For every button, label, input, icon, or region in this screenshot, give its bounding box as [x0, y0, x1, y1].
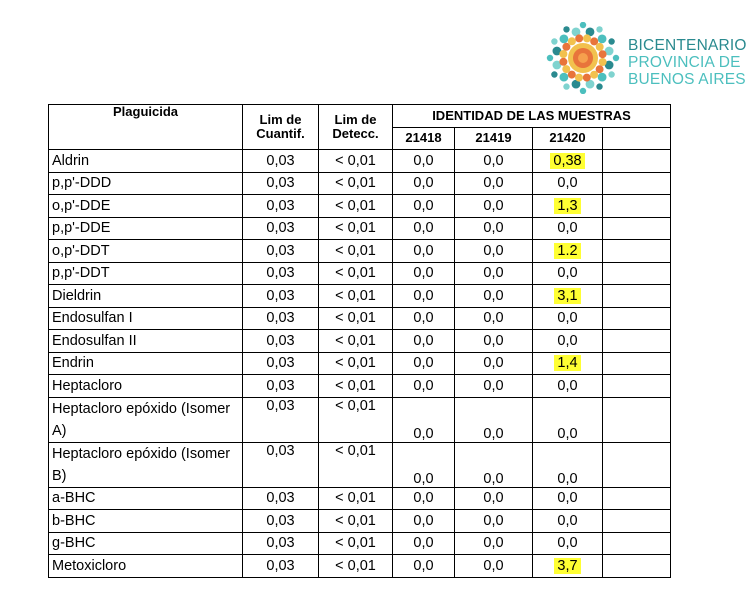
table-row	[49, 375, 671, 398]
table-row	[49, 217, 671, 240]
lim-cuantif-value: 0,03	[243, 330, 319, 353]
sample-21419-value: 0,0	[455, 195, 533, 218]
bicentenario-logo	[544, 22, 747, 94]
lim-cuantif-value: 0,03	[243, 352, 319, 375]
empty-cell	[603, 510, 671, 533]
sample-21418-value: 0,0	[393, 285, 455, 308]
lim-cuantif-value: 0,03	[243, 262, 319, 285]
sample-21420-value: 0,0	[533, 397, 603, 442]
logo-line-bicentenario: BICENTENARIO	[628, 37, 747, 54]
lim-detecc-value: < 0,01	[319, 487, 393, 510]
table-row	[49, 442, 671, 487]
sample-21419-value: 0,0	[455, 510, 533, 533]
pesticide-name: Heptacloro	[49, 375, 243, 398]
pesticide-name: b-BHC	[49, 510, 243, 533]
sample-21420-value: 0,0	[533, 375, 603, 398]
table-row	[49, 532, 671, 555]
sample-21418-value: 0,0	[393, 217, 455, 240]
lim-cuantif-value: 0,03	[243, 397, 319, 442]
pesticide-table	[48, 104, 671, 578]
pesticide-name: Endrin	[49, 352, 243, 375]
sample-21418-value: 0,0	[393, 510, 455, 533]
empty-cell	[603, 352, 671, 375]
empty-cell	[603, 172, 671, 195]
sample-21418-value: 0,0	[393, 195, 455, 218]
pesticide-name: Metoxicloro	[49, 555, 243, 578]
table-body	[49, 150, 671, 578]
header-lim-cuantif	[243, 105, 319, 150]
sample-21420-value: 0,0	[533, 532, 603, 555]
header-lim-cuantif-line1: Lim de	[259, 112, 302, 127]
sample-21420-value	[533, 150, 603, 173]
table-row	[49, 510, 671, 533]
sample-21419-value: 0,0	[455, 285, 533, 308]
sample-21419-value: 0,0	[455, 555, 533, 578]
empty-cell	[603, 397, 671, 442]
lim-cuantif-value: 0,03	[243, 307, 319, 330]
empty-cell	[603, 532, 671, 555]
sample-21418-value: 0,0	[393, 240, 455, 263]
lim-detecc-value: < 0,01	[319, 352, 393, 375]
highlighted-value: 3,1	[554, 288, 580, 304]
sample-21418-value: 0,0	[393, 555, 455, 578]
lim-detecc-value: < 0,01	[319, 532, 393, 555]
lim-cuantif-value: 0,03	[243, 172, 319, 195]
sample-21419-value: 0,0	[455, 262, 533, 285]
sample-21420-value	[533, 555, 603, 578]
lim-cuantif-value: 0,03	[243, 532, 319, 555]
empty-cell	[603, 195, 671, 218]
sample-21420-value: 0,0	[533, 510, 603, 533]
sample-21418-value: 0,0	[393, 397, 455, 442]
pesticide-name: Dieldrin	[49, 285, 243, 308]
header-lim-detecc	[319, 105, 393, 150]
highlighted-value: 3,7	[554, 558, 580, 574]
header-sample-21418: 21418	[393, 127, 455, 150]
empty-cell	[603, 307, 671, 330]
sample-21418-value: 0,0	[393, 442, 455, 487]
empty-cell	[603, 285, 671, 308]
lim-detecc-value: < 0,01	[319, 217, 393, 240]
sample-21418-value: 0,0	[393, 532, 455, 555]
lim-detecc-value: < 0,01	[319, 150, 393, 173]
header-lim-cuantif-line2: Cuantif.	[256, 126, 305, 141]
sample-21420-value: 0,0	[533, 442, 603, 487]
empty-cell	[603, 375, 671, 398]
lim-detecc-value: < 0,01	[319, 555, 393, 578]
sample-21420-value	[533, 352, 603, 375]
sample-21420-value: 0,0	[533, 172, 603, 195]
table-row	[49, 307, 671, 330]
lim-detecc-value: < 0,01	[319, 375, 393, 398]
lim-detecc-value: < 0,01	[319, 330, 393, 353]
pesticide-name: p,p'-DDT	[49, 262, 243, 285]
sample-21420-value: 0,0	[533, 262, 603, 285]
logo-line-provincia: PROVINCIA DE	[628, 54, 741, 71]
table-row	[49, 195, 671, 218]
sample-21420-value: 0,0	[533, 330, 603, 353]
pesticide-name: p,p'-DDE	[49, 217, 243, 240]
table-row	[49, 487, 671, 510]
sample-21419-value: 0,0	[455, 240, 533, 263]
lim-detecc-value: < 0,01	[319, 195, 393, 218]
sample-21420-value	[533, 195, 603, 218]
empty-cell	[603, 262, 671, 285]
lim-cuantif-value: 0,03	[243, 442, 319, 487]
sample-21420-value: 0,0	[533, 487, 603, 510]
lim-cuantif-value: 0,03	[243, 375, 319, 398]
header-lim-detecc-line2: Detecc.	[332, 126, 379, 141]
lim-cuantif-value: 0,03	[243, 240, 319, 263]
header-empty	[603, 127, 671, 150]
table-row	[49, 150, 671, 173]
sample-21420-value	[533, 285, 603, 308]
sample-21420-value	[533, 240, 603, 263]
pesticide-name: Heptacloro epóxido (Isomer B)	[49, 442, 243, 487]
lim-detecc-value: < 0,01	[319, 285, 393, 308]
pesticide-name: o,p'-DDT	[49, 240, 243, 263]
sample-21418-value: 0,0	[393, 307, 455, 330]
header-identidad: IDENTIDAD DE LAS MUESTRAS	[393, 105, 671, 128]
sample-21419-value: 0,0	[455, 375, 533, 398]
highlighted-value: 0,38	[550, 153, 584, 169]
lim-detecc-value: < 0,01	[319, 172, 393, 195]
empty-cell	[603, 240, 671, 263]
lim-detecc-value: < 0,01	[319, 442, 393, 487]
lim-cuantif-value: 0,03	[243, 510, 319, 533]
sample-21418-value: 0,0	[393, 352, 455, 375]
sample-21419-value: 0,0	[455, 307, 533, 330]
lim-detecc-value: < 0,01	[319, 397, 393, 442]
lim-detecc-value: < 0,01	[319, 510, 393, 533]
sample-21419-value: 0,0	[455, 487, 533, 510]
pesticide-name: Endosulfan I	[49, 307, 243, 330]
lim-cuantif-value: 0,03	[243, 195, 319, 218]
lim-detecc-value: < 0,01	[319, 307, 393, 330]
logo-text	[628, 37, 747, 88]
lim-cuantif-value: 0,03	[243, 217, 319, 240]
sun-flower-icon	[544, 22, 622, 94]
sample-21418-value: 0,0	[393, 375, 455, 398]
table-row	[49, 330, 671, 353]
table-row	[49, 397, 671, 442]
header-plaguicida: Plaguicida	[49, 105, 243, 150]
table-row	[49, 555, 671, 578]
empty-cell	[603, 555, 671, 578]
pesticide-name: Endosulfan II	[49, 330, 243, 353]
lim-cuantif-value: 0,03	[243, 285, 319, 308]
sample-21419-value: 0,0	[455, 442, 533, 487]
sample-21419-value: 0,0	[455, 397, 533, 442]
sample-21418-value: 0,0	[393, 487, 455, 510]
empty-cell	[603, 150, 671, 173]
sample-21419-value: 0,0	[455, 150, 533, 173]
lim-cuantif-value: 0,03	[243, 150, 319, 173]
table-row	[49, 285, 671, 308]
sample-21420-value: 0,0	[533, 217, 603, 240]
lim-cuantif-value: 0,03	[243, 487, 319, 510]
highlighted-value: 1,4	[554, 355, 580, 371]
pesticide-name: Aldrin	[49, 150, 243, 173]
pesticide-name: g-BHC	[49, 532, 243, 555]
sample-21418-value: 0,0	[393, 172, 455, 195]
sample-21419-value: 0,0	[455, 217, 533, 240]
pesticide-name: p,p'-DDD	[49, 172, 243, 195]
sample-21418-value: 0,0	[393, 330, 455, 353]
table-row	[49, 172, 671, 195]
pesticide-name: Heptacloro epóxido (Isomer A)	[49, 397, 243, 442]
empty-cell	[603, 217, 671, 240]
header-sample-21420: 21420	[533, 127, 603, 150]
table-row	[49, 262, 671, 285]
sample-21419-value: 0,0	[455, 352, 533, 375]
empty-cell	[603, 487, 671, 510]
sample-21420-value: 0,0	[533, 307, 603, 330]
header-sample-21419: 21419	[455, 127, 533, 150]
highlighted-value: 1.2	[554, 243, 580, 259]
table-row	[49, 352, 671, 375]
header-lim-detecc-line1: Lim de	[334, 112, 377, 127]
sample-21419-value: 0,0	[455, 330, 533, 353]
sample-21418-value: 0,0	[393, 262, 455, 285]
table-row	[49, 240, 671, 263]
sample-21419-value: 0,0	[455, 172, 533, 195]
empty-cell	[603, 330, 671, 353]
pesticide-name: a-BHC	[49, 487, 243, 510]
lim-detecc-value: < 0,01	[319, 240, 393, 263]
pesticide-name: o,p'-DDE	[49, 195, 243, 218]
highlighted-value: 1,3	[554, 198, 580, 214]
empty-cell	[603, 442, 671, 487]
sample-21419-value: 0,0	[455, 532, 533, 555]
sample-21418-value: 0,0	[393, 150, 455, 173]
logo-line-buenos-aires: BUENOS AIRES	[628, 71, 746, 88]
lim-cuantif-value: 0,03	[243, 555, 319, 578]
lim-detecc-value: < 0,01	[319, 262, 393, 285]
